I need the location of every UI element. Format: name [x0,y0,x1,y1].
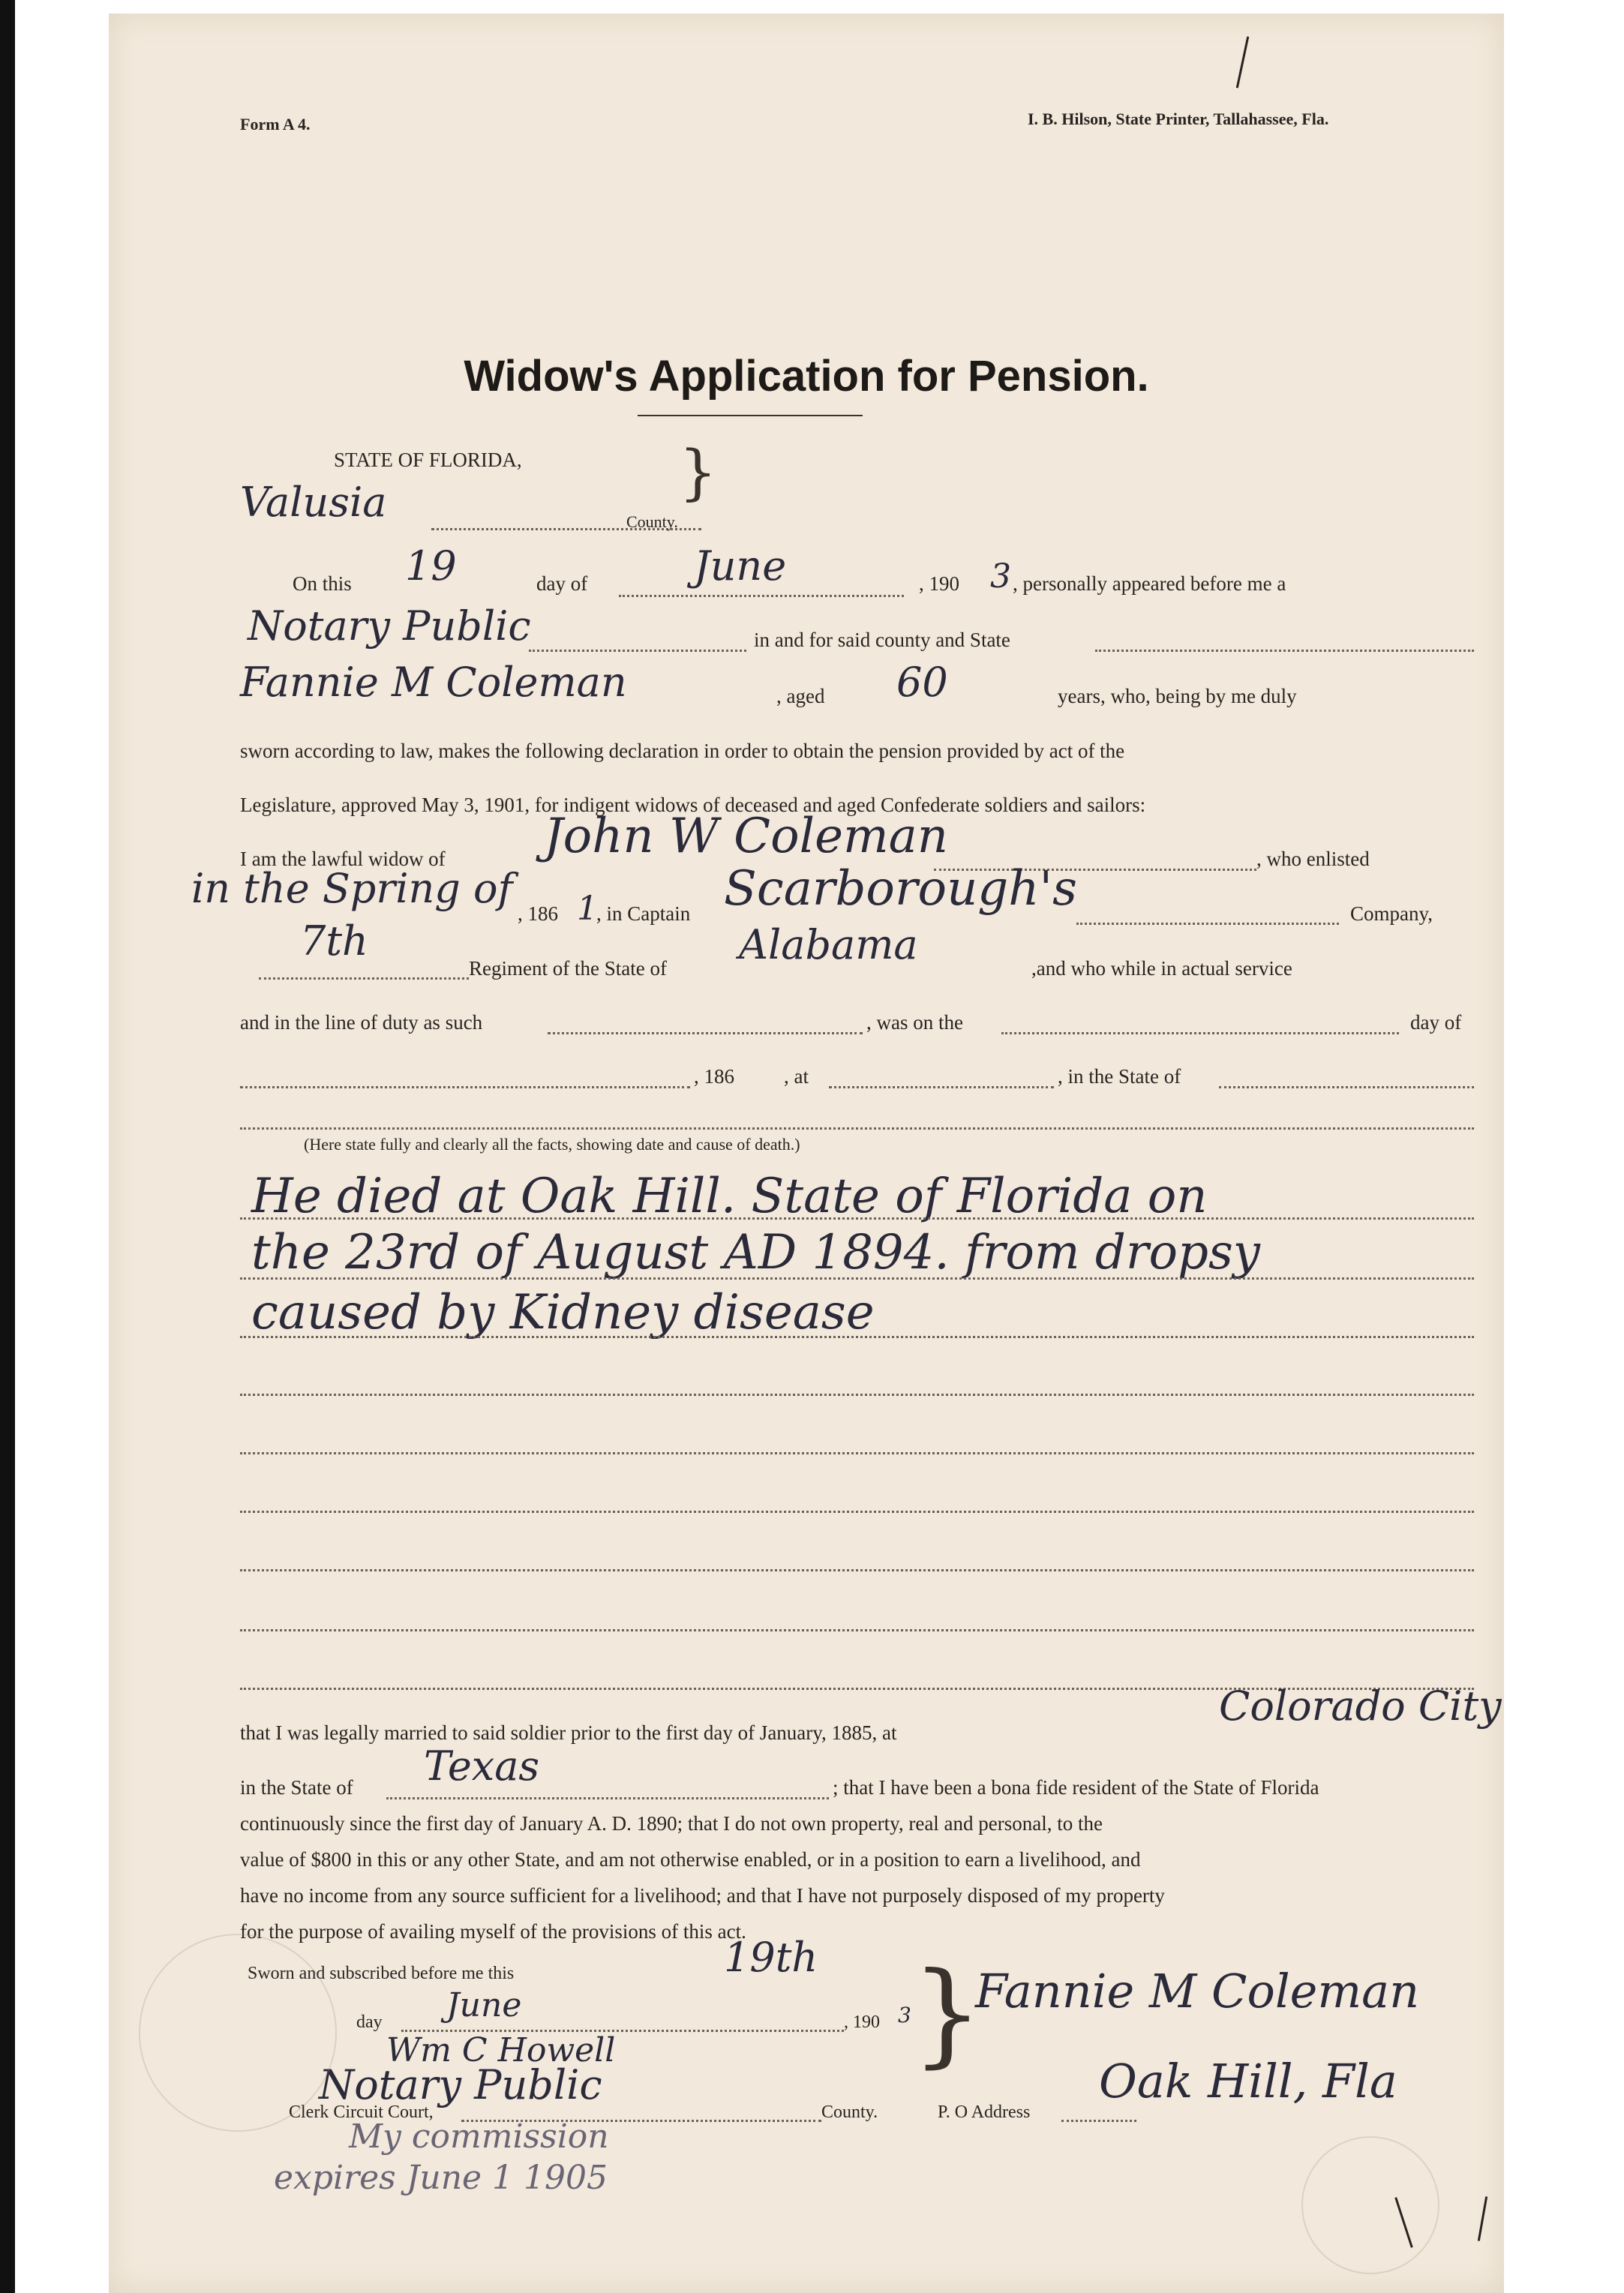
month-value: June [694,542,787,590]
po-dots [1061,2120,1136,2122]
legislature-line: Legislature, approved May 3, 1901, for indigent widows of deceased and aged Confederate soldiers and sailors: [240,794,1146,816]
marriage-line-3: value of $800 in this or any other State, and am not otherwise enabled, or in a position to earn a livelihood, and [240,1848,1141,1871]
year-prefix: , 190 [919,572,959,595]
jurat-county-label: County. [821,2102,878,2122]
official-suffix: in and for said county and State [754,629,1010,651]
embossed-seal-right [1301,2136,1439,2274]
ink-mark-bottom-2 [1478,2196,1487,2241]
captain-dots [1076,923,1339,925]
official-dots [529,650,746,652]
applicant-value: Fannie M Coleman [240,659,627,706]
fact-dots-4 [240,1394,1474,1396]
county-label: County. [626,512,678,531]
fact-dots-2 [240,1277,1474,1280]
death-fact-line-1: He died at Oak Hill. State of Florida on [251,1169,1208,1224]
resident-text: ; that I have been a bona fide resident of the State of Florida [833,1776,1319,1799]
commission-line-1: My commission [349,2117,609,2156]
death-fact-line-3: caused by Kidney disease [251,1285,875,1340]
form-number: Form A 4. [240,115,311,134]
regiment-value: 7th [300,917,368,965]
at-dots [829,1086,1054,1088]
on-this-label: On this [293,572,352,595]
captain-label: , in Captain [596,902,691,925]
state-heading: STATE OF FLORIDA, [334,449,522,471]
jurat-day-label: day [356,2012,383,2032]
jurat-month-value: June [446,1986,522,2024]
printer-credit: I. B. Hilson, State Printer, Tallahassee, Fla. [1028,110,1329,128]
was-on-label: , was on the [866,1011,963,1034]
enlist-prefix-value: in the Spring of [191,865,513,912]
marriage-line-2: continuously since the first day of January A. D. 1890; that I do not own property, real and personal, to the [240,1812,1103,1835]
death-fact-line-2: the 23rd of August AD 1894. from dropsy [251,1225,1260,1280]
state-value: Alabama [739,921,918,968]
marriage-line-5: for the purpose of availing myself of the provisions of this act. [240,1920,746,1943]
jurat-year-label: , 190 [844,2012,880,2032]
service-label: ,and who while in actual service [1031,957,1292,980]
jurat-sworn-label: Sworn and subscribed before me this [248,1964,515,1983]
jurat-year-value: 3 [898,2003,911,2027]
widow-of-label: I am the lawful widow of [240,848,446,870]
enlisted-label: , who enlisted [1256,848,1370,870]
title-rule [638,415,863,416]
document-page [109,14,1504,2293]
po-address-value: Oak Hill, Fla [1099,2054,1397,2108]
official-value: Notary Public [248,602,531,650]
was-on-dots [1001,1032,1399,1034]
jurat-day-value: 19th [724,1934,818,1981]
month-dots [619,595,904,597]
po-address-label: P. O Address [938,2102,1031,2122]
regiment-label: Regiment of the State of [469,957,667,980]
sworn-line: sworn according to law, makes the following declaration in order to obtain the pension provided by act of the [240,740,1125,762]
years-text: years, who, being by me duly [1058,685,1297,707]
company-label: Company, [1350,902,1433,925]
year-186-label-b: , 186 [694,1065,734,1088]
duty-dots [548,1032,863,1034]
day-value: 19 [405,542,457,590]
enlist-year-value: 1 [577,890,598,928]
fact-dots-7 [240,1569,1474,1571]
married-label: that I was legally married to said soldier prior to the first day of January, 1885, at [240,1721,897,1744]
blank-dots-0 [240,1127,1474,1130]
jurat-brace: } [911,1949,983,2079]
marriage-state-value: Texas [424,1742,540,1790]
document-title: Widow's Application for Pension. [464,352,1149,401]
age-value: 60 [896,659,948,706]
fact-dots-8 [240,1629,1474,1631]
aged-label: , aged [776,685,825,707]
scan-edge [0,0,15,2293]
officer-signature: Wm C Howell [386,2031,616,2069]
fact-dots-6 [240,1511,1474,1513]
state-of-label: in the State of [240,1776,353,1799]
appeared-text: , personally appeared before me a [1013,572,1286,595]
clerk-label: Clerk Circuit Court, [289,2102,434,2122]
official-dots-2 [1095,650,1474,652]
date-dots [240,1086,690,1088]
at-label: , at [784,1065,809,1088]
commission-line-2: expires June 1 1905 [274,2159,608,2197]
year-186-label: , 186 [518,902,558,925]
fact-dots-1 [240,1217,1474,1220]
year-value: 3 [990,557,1011,596]
day-of-label: day of [536,572,588,595]
in-state-label: , in the State of [1058,1065,1181,1088]
day-of-label-2: day of [1410,1011,1462,1034]
marriage-line-4: have no income from any source sufficient for a livelihood; and that I have not purposely disposed of my property [240,1884,1165,1907]
in-state-dots [1219,1086,1474,1088]
fact-dots-3 [240,1336,1474,1338]
marriage-state-dots [386,1797,829,1799]
marriage-place-value: Colorado City [1219,1682,1502,1730]
husband-value: John W Coleman [544,809,948,864]
officer-title: Notary Public [319,2061,602,2108]
captain-value: Scarborough's [724,861,1077,917]
duty-label: and in the line of duty as such [240,1011,483,1034]
fact-dots-5 [240,1452,1474,1454]
instruction-note: (Here state fully and clearly all the facts, showing date and cause of death.) [304,1135,800,1154]
regiment-dots [259,977,469,980]
ink-mark [1236,36,1249,88]
county-value: Valusia [240,479,387,526]
embossed-seal-left [139,1934,337,2132]
venue-brace: } [679,437,717,507]
applicant-signature: Fannie M Coleman [975,1964,1420,2018]
